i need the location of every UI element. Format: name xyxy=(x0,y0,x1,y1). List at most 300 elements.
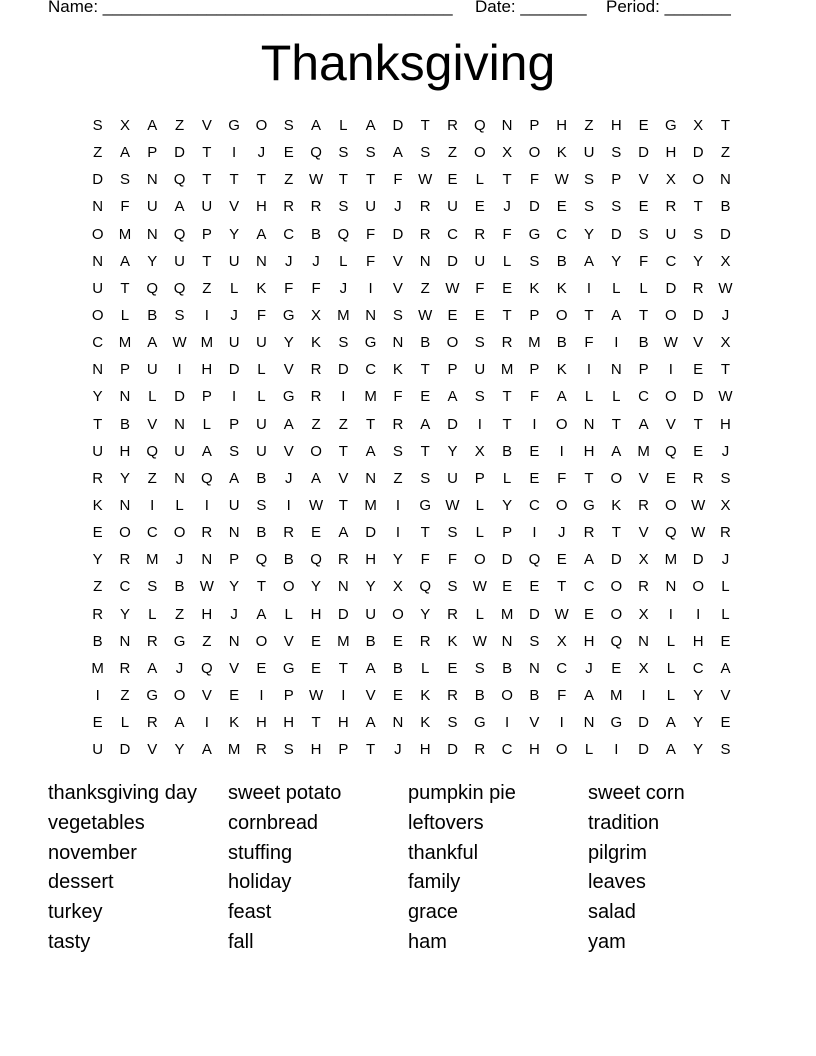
grid-letter: Y xyxy=(693,252,704,270)
grid-letter: C xyxy=(692,659,704,677)
word-bank-item: tasty xyxy=(48,930,91,953)
grid-letter: Y xyxy=(693,741,704,759)
grid-letter: M xyxy=(637,442,650,460)
grid-letter: K xyxy=(229,714,240,732)
grid-letter: C xyxy=(501,741,513,759)
grid-letter: X xyxy=(392,578,403,596)
grid-letter: H xyxy=(556,117,568,134)
grid-letter: V xyxy=(283,632,294,650)
grid-letter: O xyxy=(91,306,104,324)
grid-letter: H xyxy=(610,117,622,134)
grid-letter: E xyxy=(720,632,731,650)
grid-letter: U xyxy=(474,252,486,270)
grid-letter: W xyxy=(308,686,324,704)
grid-letter: R xyxy=(146,714,158,732)
grid-letter: V xyxy=(147,741,158,759)
grid-letter: Y xyxy=(119,605,130,623)
grid-letter: I xyxy=(259,686,264,704)
word-bank-item: family xyxy=(408,871,461,894)
grid-letter: R xyxy=(283,198,295,216)
grid-letter: S xyxy=(474,334,485,352)
grid-letter: S xyxy=(365,144,376,162)
grid-letter: L xyxy=(475,171,484,189)
grid-letter: X xyxy=(665,171,676,189)
grid-letter: D xyxy=(528,198,540,216)
grid-letter: Z xyxy=(720,144,731,162)
grid-letter: R xyxy=(583,524,595,542)
grid-letter: N xyxy=(174,469,185,487)
grid-letter: H xyxy=(583,442,595,460)
grid-letter: T xyxy=(202,171,212,189)
grid-letter: Y xyxy=(611,252,622,270)
grid-letter: Q xyxy=(419,578,432,596)
grid-letter: H xyxy=(201,605,213,623)
grid-letter: B xyxy=(256,469,267,487)
grid-letter: L xyxy=(666,632,676,650)
grid-letter: J xyxy=(257,144,266,162)
grid-letter: R xyxy=(474,741,486,759)
grid-letter: R xyxy=(256,741,267,759)
grid-letter: U xyxy=(365,605,377,623)
grid-letter: Z xyxy=(311,415,321,433)
word-bank-item: leftovers xyxy=(408,811,484,834)
grid-letter: U xyxy=(146,198,158,216)
grid-letter: V xyxy=(201,686,212,704)
word-bank-item: salad xyxy=(588,901,636,924)
grid-letter: E xyxy=(283,144,294,162)
grid-letter: O xyxy=(255,117,268,134)
grid-letter: O xyxy=(392,605,404,623)
grid-letter: X xyxy=(638,605,649,623)
grid-letter: Z xyxy=(93,578,103,596)
grid-letter: Q xyxy=(201,469,213,487)
grid-letter: S xyxy=(174,306,185,324)
grid-letter: Q xyxy=(255,551,268,569)
grid-letter: F xyxy=(393,171,403,189)
grid-letter: X xyxy=(638,659,649,677)
grid-letter: W xyxy=(418,171,433,189)
grid-letter: W xyxy=(445,279,460,297)
grid-letter: I xyxy=(559,714,564,732)
grid-letter: L xyxy=(120,306,130,324)
grid-letter: H xyxy=(201,361,213,379)
grid-letter: P xyxy=(229,551,240,569)
grid-letter: N xyxy=(365,306,377,324)
word-bank-item: turkey xyxy=(48,901,103,924)
grid-letter: S xyxy=(392,306,403,324)
grid-letter: Z xyxy=(338,415,348,433)
grid-letter: A xyxy=(420,415,431,433)
grid-letter: D xyxy=(720,225,731,243)
grid-letter: W xyxy=(554,171,569,189)
grid-letter: N xyxy=(419,252,431,270)
grid-letter: B xyxy=(556,334,567,352)
grid-letter: A xyxy=(201,442,212,460)
grid-letter: J xyxy=(394,198,402,216)
period-field[interactable]: Period: _______ xyxy=(606,0,731,16)
grid-letter: N xyxy=(92,198,104,216)
grid-letter: H xyxy=(528,741,540,759)
grid-letter: D xyxy=(692,144,704,162)
page-title: Thanksgiving xyxy=(260,35,556,91)
grid-letter: Q xyxy=(337,225,350,243)
grid-letter: L xyxy=(666,686,676,704)
grid-letter: C xyxy=(146,524,158,542)
grid-letter: J xyxy=(721,306,730,324)
grid-letter: V xyxy=(147,415,158,433)
grid-letter: V xyxy=(693,334,704,352)
grid-letter: K xyxy=(447,632,458,650)
grid-letter: K xyxy=(420,686,431,704)
grid-letter: R xyxy=(337,551,349,569)
grid-letter: Y xyxy=(365,578,376,596)
grid-letter: Z xyxy=(174,117,185,134)
grid-letter: D xyxy=(610,551,622,569)
grid-letter: Y xyxy=(311,578,322,596)
grid-letter: L xyxy=(612,279,621,297)
grid-letter: O xyxy=(555,741,568,759)
grid-letter: Y xyxy=(693,686,704,704)
word-bank-item: holiday xyxy=(228,871,292,894)
grid-letter: U xyxy=(256,442,267,460)
grid-letter: R xyxy=(638,496,649,514)
grid-letter: Q xyxy=(610,632,623,650)
word-bank-item: november xyxy=(48,841,137,864)
grid-letter: E xyxy=(693,442,704,460)
grid-letter: O xyxy=(473,551,486,569)
grid-letter: A xyxy=(665,741,676,759)
grid-letter: X xyxy=(720,252,731,270)
grid-letter: S xyxy=(420,144,431,162)
grid-letter: O xyxy=(665,306,677,324)
grid-letter: A xyxy=(174,714,185,732)
grid-letter: G xyxy=(146,686,159,704)
grid-letter: K xyxy=(256,279,267,297)
grid-letter: F xyxy=(475,279,485,297)
grid-letter: W xyxy=(472,578,487,596)
grid-letter: V xyxy=(365,686,376,704)
grid-letter: I xyxy=(614,741,619,759)
grid-letter: X xyxy=(720,334,731,352)
grid-letter: A xyxy=(147,659,158,677)
grid-letter: I xyxy=(150,496,155,514)
grid-letter: Q xyxy=(146,442,159,460)
grid-letter: Q xyxy=(173,225,186,243)
grid-letter: A xyxy=(611,442,622,460)
grid-letter: O xyxy=(91,225,104,243)
date-field[interactable]: Date: _______ xyxy=(475,0,587,16)
grid-letter: A xyxy=(583,686,594,704)
grid-letter: A xyxy=(119,252,130,270)
grid-letter: E xyxy=(693,361,704,379)
grid-letter: B xyxy=(147,306,158,324)
grid-letter: M xyxy=(610,686,623,704)
grid-letter: R xyxy=(119,551,131,569)
grid-letter: W xyxy=(663,334,678,352)
grid-letter: S xyxy=(147,578,158,596)
grid-letter: H xyxy=(256,714,267,732)
grid-letter: G xyxy=(528,225,541,243)
grid-letter: O xyxy=(173,524,186,542)
grid-letter: C xyxy=(283,225,295,243)
grid-letter: T xyxy=(93,415,103,433)
grid-letter: F xyxy=(120,198,130,216)
grid-letter: M xyxy=(364,388,377,406)
grid-letter: T xyxy=(366,415,376,433)
word-bank-item: thankful xyxy=(408,841,479,864)
grid-letter: B xyxy=(92,632,103,650)
word-bank-item: cornbread xyxy=(228,811,319,834)
grid-letter: F xyxy=(447,551,458,569)
grid-letter: I xyxy=(614,334,619,352)
grid-letter: H xyxy=(256,198,267,216)
grid-letter: U xyxy=(92,279,104,297)
grid-letter: A xyxy=(365,117,376,134)
grid-letter: S xyxy=(720,741,731,759)
grid-letter: U xyxy=(665,225,677,243)
grid-letter: Y xyxy=(693,714,704,732)
grid-letter: I xyxy=(177,361,182,379)
grid-letter: Z xyxy=(147,469,157,487)
grid-letter: V xyxy=(638,171,649,189)
grid-letter: R xyxy=(692,279,704,297)
grid-letter: V xyxy=(283,442,294,460)
grid-letter: D xyxy=(638,714,649,732)
grid-letter: P xyxy=(474,469,485,487)
grid-letter: E xyxy=(529,442,540,460)
grid-letter: K xyxy=(556,361,567,379)
grid-letter: J xyxy=(284,252,293,270)
word-bank-item: leaves xyxy=(588,871,646,894)
grid-letter: A xyxy=(665,714,676,732)
grid-letter: T xyxy=(420,442,430,460)
grid-letter: L xyxy=(120,714,130,732)
grid-letter: L xyxy=(666,659,676,677)
grid-letter: D xyxy=(447,415,458,433)
grid-letter: L xyxy=(475,496,484,514)
grid-letter: A xyxy=(147,334,158,352)
grid-letter: B xyxy=(638,334,649,352)
grid-letter: L xyxy=(502,252,512,270)
grid-letter: T xyxy=(338,496,348,514)
grid-letter: S xyxy=(583,171,594,189)
grid-letter: Z xyxy=(420,279,430,297)
grid-letter: B xyxy=(474,686,485,704)
grid-letter: A xyxy=(256,605,267,623)
grid-letter: A xyxy=(365,714,376,732)
grid-letter: T xyxy=(120,279,130,297)
grid-letter: D xyxy=(392,117,404,134)
grid-letter: Y xyxy=(283,334,294,352)
grid-letter: S xyxy=(720,469,731,487)
grid-letter: A xyxy=(256,225,267,243)
grid-letter: T xyxy=(420,117,430,134)
grid-letter: B xyxy=(502,659,513,677)
grid-letter: A xyxy=(119,144,130,162)
grid-letter: J xyxy=(175,551,184,569)
grid-letter: D xyxy=(447,741,458,759)
grid-letter: M xyxy=(664,551,678,569)
grid-letter: H xyxy=(692,632,704,650)
grid-letter: U xyxy=(174,442,185,460)
grid-letter: W xyxy=(691,496,706,514)
word-bank xyxy=(48,779,768,958)
grid-letter: T xyxy=(720,117,731,134)
grid-letter: Q xyxy=(173,279,186,297)
grid-letter: D xyxy=(92,171,104,189)
grid-letter: D xyxy=(447,252,458,270)
grid-letter: T xyxy=(256,578,267,596)
grid-letter: D xyxy=(174,388,185,406)
grid-letter: S xyxy=(474,659,485,677)
grid-letter: L xyxy=(202,415,211,433)
grid-letter: M xyxy=(145,551,159,569)
grid-letter: E xyxy=(392,632,403,650)
grid-letter: A xyxy=(583,252,594,270)
grid-letter: U xyxy=(256,334,267,352)
grid-letter: R xyxy=(692,469,704,487)
grid-letter: A xyxy=(365,442,376,460)
grid-letter: U xyxy=(583,144,595,162)
grid-letter: T xyxy=(720,361,731,379)
grid-letter: P xyxy=(502,524,513,542)
grid-letter: S xyxy=(229,442,240,460)
grid-letter: N xyxy=(528,659,540,677)
grid-letter: D xyxy=(610,225,622,243)
word-bank-item: yam xyxy=(588,930,626,953)
grid-letter: M xyxy=(364,496,377,514)
grid-letter: C xyxy=(556,225,568,243)
grid-letter: E xyxy=(611,659,622,677)
grid-letter: R xyxy=(310,198,322,216)
grid-letter: U xyxy=(474,361,486,379)
grid-letter: O xyxy=(610,469,623,487)
grid-letter: X xyxy=(119,117,130,134)
grid-letter: T xyxy=(202,252,212,270)
grid-letter: Y xyxy=(447,442,458,460)
grid-letter: N xyxy=(256,252,267,270)
grid-letter: E xyxy=(556,551,567,569)
grid-letter: G xyxy=(282,306,295,324)
grid-letter: J xyxy=(394,741,402,759)
grid-letter: A xyxy=(338,524,349,542)
grid-letter: T xyxy=(502,388,512,406)
grid-letter: Z xyxy=(447,144,458,162)
grid-letter: R xyxy=(283,524,295,542)
grid-letter: N xyxy=(392,334,404,352)
grid-letter: S xyxy=(611,198,622,216)
grid-letter: R xyxy=(146,632,158,650)
grid-letter: C xyxy=(92,334,104,352)
grid-letter: S xyxy=(283,117,294,134)
word-bank-item: fall xyxy=(228,930,254,953)
grid-letter: L xyxy=(175,496,184,514)
grid-letter: N xyxy=(583,415,595,433)
grid-letter: J xyxy=(339,279,348,297)
grid-letter: L xyxy=(339,117,348,134)
grid-letter: X xyxy=(556,632,567,650)
grid-letter: R xyxy=(665,198,677,216)
grid-letter: T xyxy=(557,578,567,596)
grid-letter: L xyxy=(475,524,484,542)
grid-letter: R xyxy=(501,334,513,352)
grid-letter: I xyxy=(395,524,400,542)
grid-letter: J xyxy=(312,252,320,270)
grid-letter: R xyxy=(92,469,104,487)
grid-letter: N xyxy=(501,632,513,650)
grid-letter: L xyxy=(502,469,512,487)
grid-letter: L xyxy=(721,578,730,596)
grid-letter: F xyxy=(529,171,539,189)
grid-letter: M xyxy=(91,659,104,677)
grid-letter: I xyxy=(286,496,291,514)
grid-letter: H xyxy=(665,144,677,162)
grid-letter: A xyxy=(311,117,322,134)
grid-letter: E xyxy=(474,198,485,216)
grid-letter: G xyxy=(473,714,486,732)
grid-letter: V xyxy=(283,361,294,379)
grid-letter: L xyxy=(584,741,594,759)
grid-letter: U xyxy=(256,415,267,433)
grid-letter: Z xyxy=(174,605,185,623)
grid-letter: E xyxy=(392,686,403,704)
grid-letter: E xyxy=(311,632,322,650)
grid-letter: Q xyxy=(310,144,322,162)
grid-letter: O xyxy=(555,415,568,433)
grid-letter: E xyxy=(638,198,649,216)
grid-letter: N xyxy=(119,496,131,514)
grid-letter: Y xyxy=(229,578,240,596)
grid-letter: U xyxy=(228,334,240,352)
grid-letter: M xyxy=(500,361,514,379)
grid-letter: U xyxy=(146,361,158,379)
grid-letter: E xyxy=(229,686,240,704)
grid-letter: T xyxy=(338,659,348,677)
grid-letter: L xyxy=(148,388,157,406)
grid-letter: D xyxy=(501,551,513,569)
grid-letter: A xyxy=(283,415,294,433)
grid-letter: R xyxy=(119,659,131,677)
grid-letter: W xyxy=(472,632,487,650)
grid-letter: H xyxy=(720,415,731,433)
grid-letter: C xyxy=(665,252,677,270)
grid-letter: A xyxy=(720,659,731,677)
grid-letter: R xyxy=(447,117,458,134)
grid-letter: B xyxy=(365,632,376,650)
grid-letter: J xyxy=(284,469,293,487)
grid-letter: I xyxy=(204,306,209,324)
grid-letter: Z xyxy=(120,686,130,704)
word-bank-item: vegetables xyxy=(48,811,145,834)
grid-letter: I xyxy=(395,496,400,514)
grid-letter: E xyxy=(256,659,267,677)
grid-letter: K xyxy=(311,334,322,352)
grid-letter: O xyxy=(255,632,268,650)
grid-letter: U xyxy=(447,198,458,216)
grid-letter: H xyxy=(583,632,595,650)
grid-letter: D xyxy=(692,388,704,406)
grid-letter: F xyxy=(502,225,512,243)
name-field[interactable]: Name: _____________________________________ xyxy=(48,0,453,16)
grid-letter: T xyxy=(693,198,703,216)
grid-letter: D xyxy=(365,524,377,542)
grid-letter: L xyxy=(421,659,430,677)
grid-letter: E xyxy=(556,198,567,216)
grid-letter: I xyxy=(341,686,346,704)
grid-letter: C xyxy=(528,496,540,514)
grid-letter: F xyxy=(284,279,294,297)
grid-letter: Y xyxy=(392,551,403,569)
